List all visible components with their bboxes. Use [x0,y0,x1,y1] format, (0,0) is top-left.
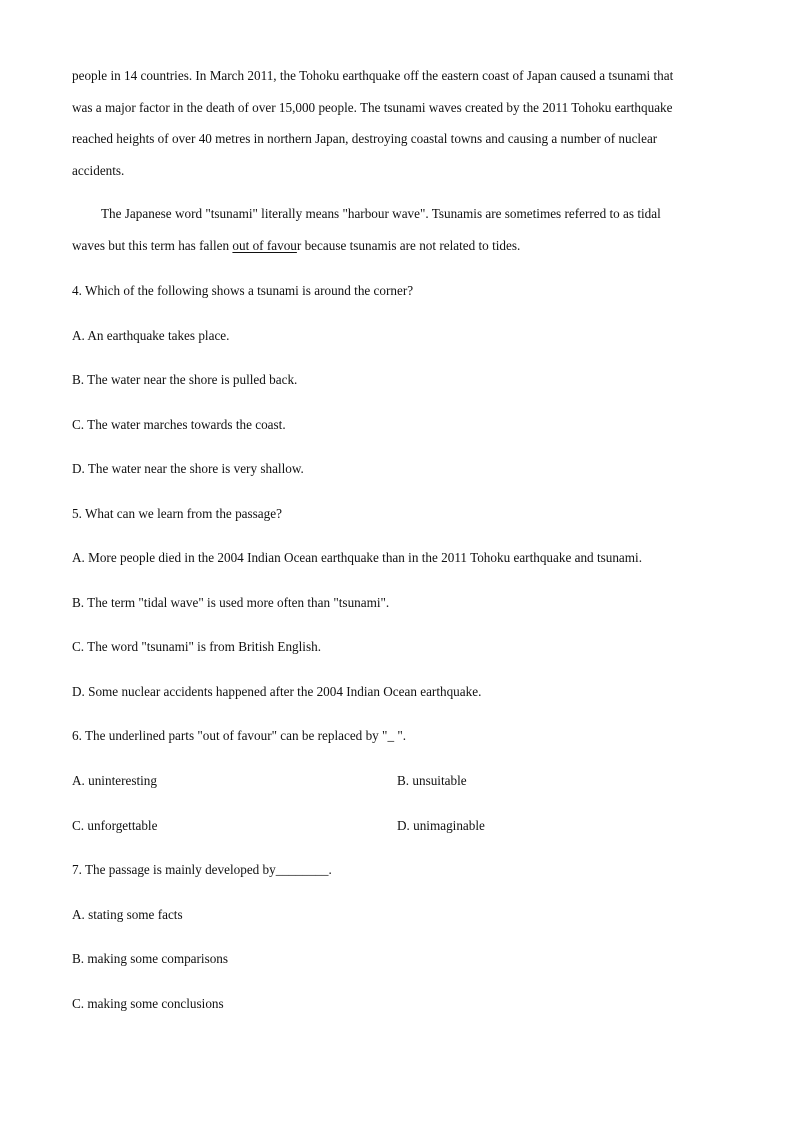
question-4-option-b: B. The water near the shore is pulled back. [72,372,298,387]
question-6-option-b: B. unsuitable [397,773,467,788]
question-7-option-a: A. stating some facts [72,907,183,922]
question-5-option-d: D. Some nuclear accidents happened after the 2004 Indian Ocean earthquake. [72,684,482,699]
passage-text: waves but this term has fallen [72,238,233,253]
question-6-option-a: A. uninteresting [72,773,157,788]
question-6-stem: 6. The underlined parts "out of favour" can be replaced by "_ ". [72,728,407,743]
question-7-option-b: B. making some comparisons [72,951,229,966]
passage-line: reached heights of over 40 metres in northern Japan, destroying coastal towns and causing a number of nuclear [72,131,658,146]
question-4-option-d: D. The water near the shore is very shallow. [72,461,304,476]
passage-line: The Japanese word "tsunami" literally means "harbour wave". Tsunamis are sometimes referred to as tidal [101,206,661,221]
passage-line [72,238,520,254]
question-5-option-c: C. The word "tsunami" is from British English. [72,639,321,654]
question-6-option-d: D. unimaginable [397,818,485,833]
passage-text: r because tsunamis are not related to tides. [296,238,521,253]
question-7-stem: 7. The passage is mainly developed by________. [72,862,332,877]
question-4-option-a: A. An earthquake takes place. [72,328,230,343]
question-6-option-c: C. unforgettable [72,818,158,833]
question-4-stem: 4. Which of the following shows a tsunami is around the corner? [72,283,414,298]
question-4-option-c: C. The water marches towards the coast. [72,417,286,432]
question-5-stem: 5. What can we learn from the passage? [72,506,282,521]
passage-line: people in 14 countries. In March 2011, the Tohoku earthquake off the eastern coast of Japan caused a tsunami that [72,68,674,83]
passage-line: was a major factor in the death of over 15,000 people. The tsunami waves created by the 2011 Tohoku earthquake [72,100,673,115]
question-5-option-b: B. The term "tidal wave" is used more often than "tsunami". [72,595,390,610]
question-7-option-c: C. making some conclusions [72,996,224,1011]
passage-line: accidents. [72,163,125,178]
underlined-phrase: out of favou [232,238,297,253]
question-5-option-a: A. More people died in the 2004 Indian Ocean earthquake than in the 2011 Tohoku earthquake and tsunami. [72,550,643,565]
